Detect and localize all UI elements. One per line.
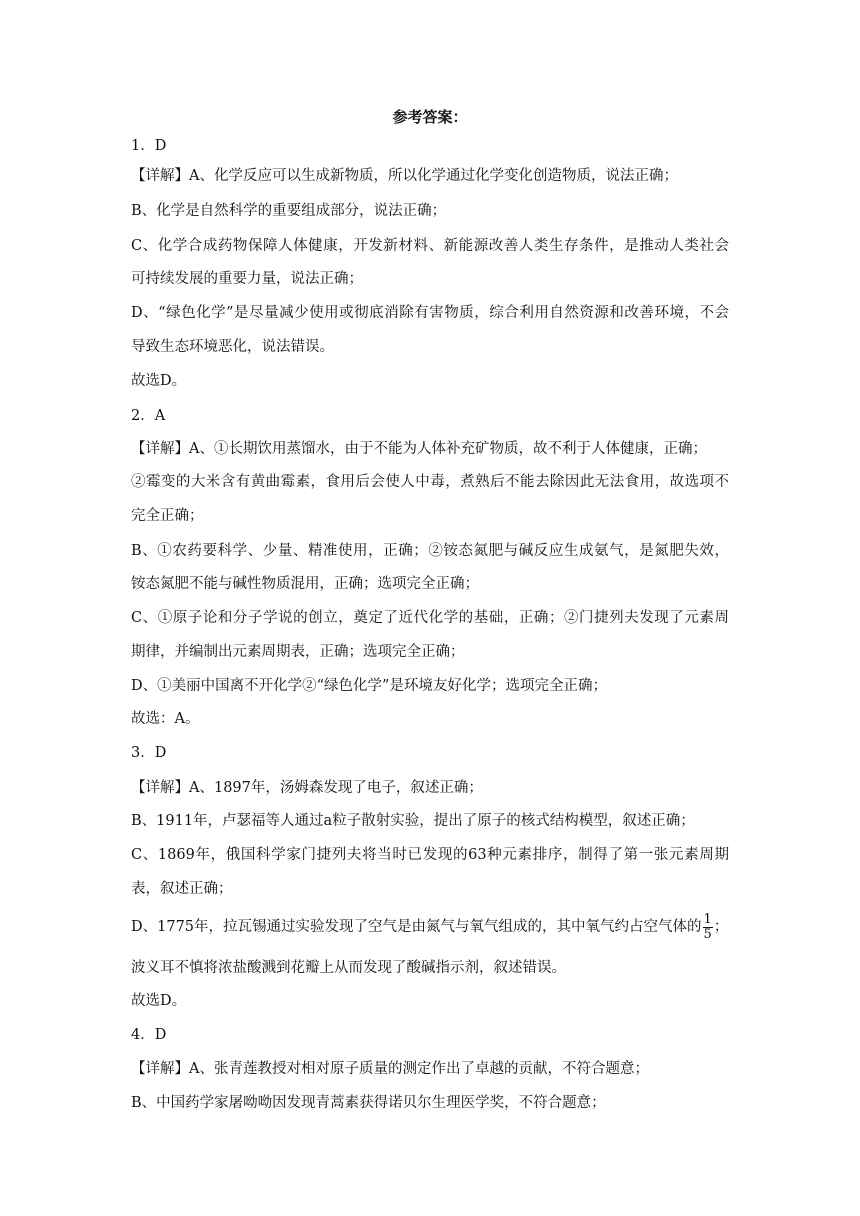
text-segment: D、1775年，拉瓦锡通过实验发现了空气是由氮气与氧气组成的，其中氧气约占空气体的 xyxy=(131,919,702,935)
text-line: D、“绿色化学”是尽量减少使用或彻底消除有害物质，综合利用自然资源和改善环境，不会 xyxy=(131,305,729,321)
text-line: 表，叙述正确； xyxy=(131,881,233,897)
text-line: 期律，并编制出元素周期表，正确；选项完全正确； xyxy=(131,644,465,660)
text-line-with-fraction xyxy=(131,912,728,942)
text-line: 【详解】A、1897年，汤姆森发现了电子，叙述正确； xyxy=(131,780,483,796)
text-line: 导致生态环境恶化，说法错误。 xyxy=(131,339,334,355)
text-line: 故选：A。 xyxy=(131,711,200,727)
text-line: 完全正确； xyxy=(131,508,204,524)
text-line: ②霉变的大米含有黄曲霉素，食用后会使人中毒，煮熟后不能去除因此无法食用，故选项不 xyxy=(131,474,729,490)
text-line: 可持续发展的重要力量，说法正确； xyxy=(131,271,363,287)
text-line: C、1869年，俄国科学家门捷列夫将当时已发现的63种元素排序，制得了第一张元素周期 xyxy=(131,847,729,863)
answer-number: 3．D xyxy=(131,745,167,761)
page-title: 参考答案： xyxy=(392,108,468,126)
text-segment: ； xyxy=(713,919,729,935)
fraction xyxy=(703,913,713,942)
text-line: B、中国药学家屠呦呦因发现青蒿素获得诺贝尔生理医学奖，不符合题意； xyxy=(131,1095,606,1111)
text-line: B、1911年，卢瑟福等人通过a粒子散射实验，提出了原子的核式结构模型，叙述正确； xyxy=(131,813,695,829)
answer-number: 1．D xyxy=(131,138,167,154)
text-line: D、①美丽中国离不开化学②“绿色化学”是环境友好化学；选项完全正确； xyxy=(131,678,607,694)
text-line: 铵态氮肥不能与碱性物质混用，正确；选项完全正确； xyxy=(131,576,479,592)
text-line: 【详解】A、化学反应可以生成新物质，所以化学通过化学变化创造物质，说法正确； xyxy=(131,168,678,184)
answer-number: 4．D xyxy=(131,1027,167,1043)
text-line: 【详解】A、①长期饮用蒸馏水，由于不能为人体补充矿物质，故不利于人体健康，正确； xyxy=(131,441,707,457)
text-line: 故选D。 xyxy=(131,993,187,1009)
answer-number: 2．A xyxy=(131,408,166,424)
text-line: 波义耳不慎将浓盐酸溅到花瓣上从而发现了酸碱指示剂，叙述错误。 xyxy=(131,960,566,976)
text-line: B、①农药要科学、少量、精准使用，正确；②铵态氮肥与碱反应生成氨气，是氮肥失效， xyxy=(131,543,729,559)
fraction-denominator: 5 xyxy=(703,926,712,942)
text-line: C、①原子论和分子学说的创立，奠定了近代化学的基础，正确；②门捷列夫发现了元素周 xyxy=(131,610,729,626)
text-line: C、化学合成药物保障人体健康，开发新材料、新能源改善人类生存条件，是推动人类社会 xyxy=(131,238,729,254)
text-line: 故选D。 xyxy=(131,373,187,389)
text-line: B、化学是自然科学的重要组成部分，说法正确； xyxy=(131,203,447,219)
text-line: 【详解】A、张青莲教授对相对原子质量的测定作出了卓越的贡献，不符合题意； xyxy=(131,1061,649,1077)
fraction-numerator: 1 xyxy=(703,911,712,927)
